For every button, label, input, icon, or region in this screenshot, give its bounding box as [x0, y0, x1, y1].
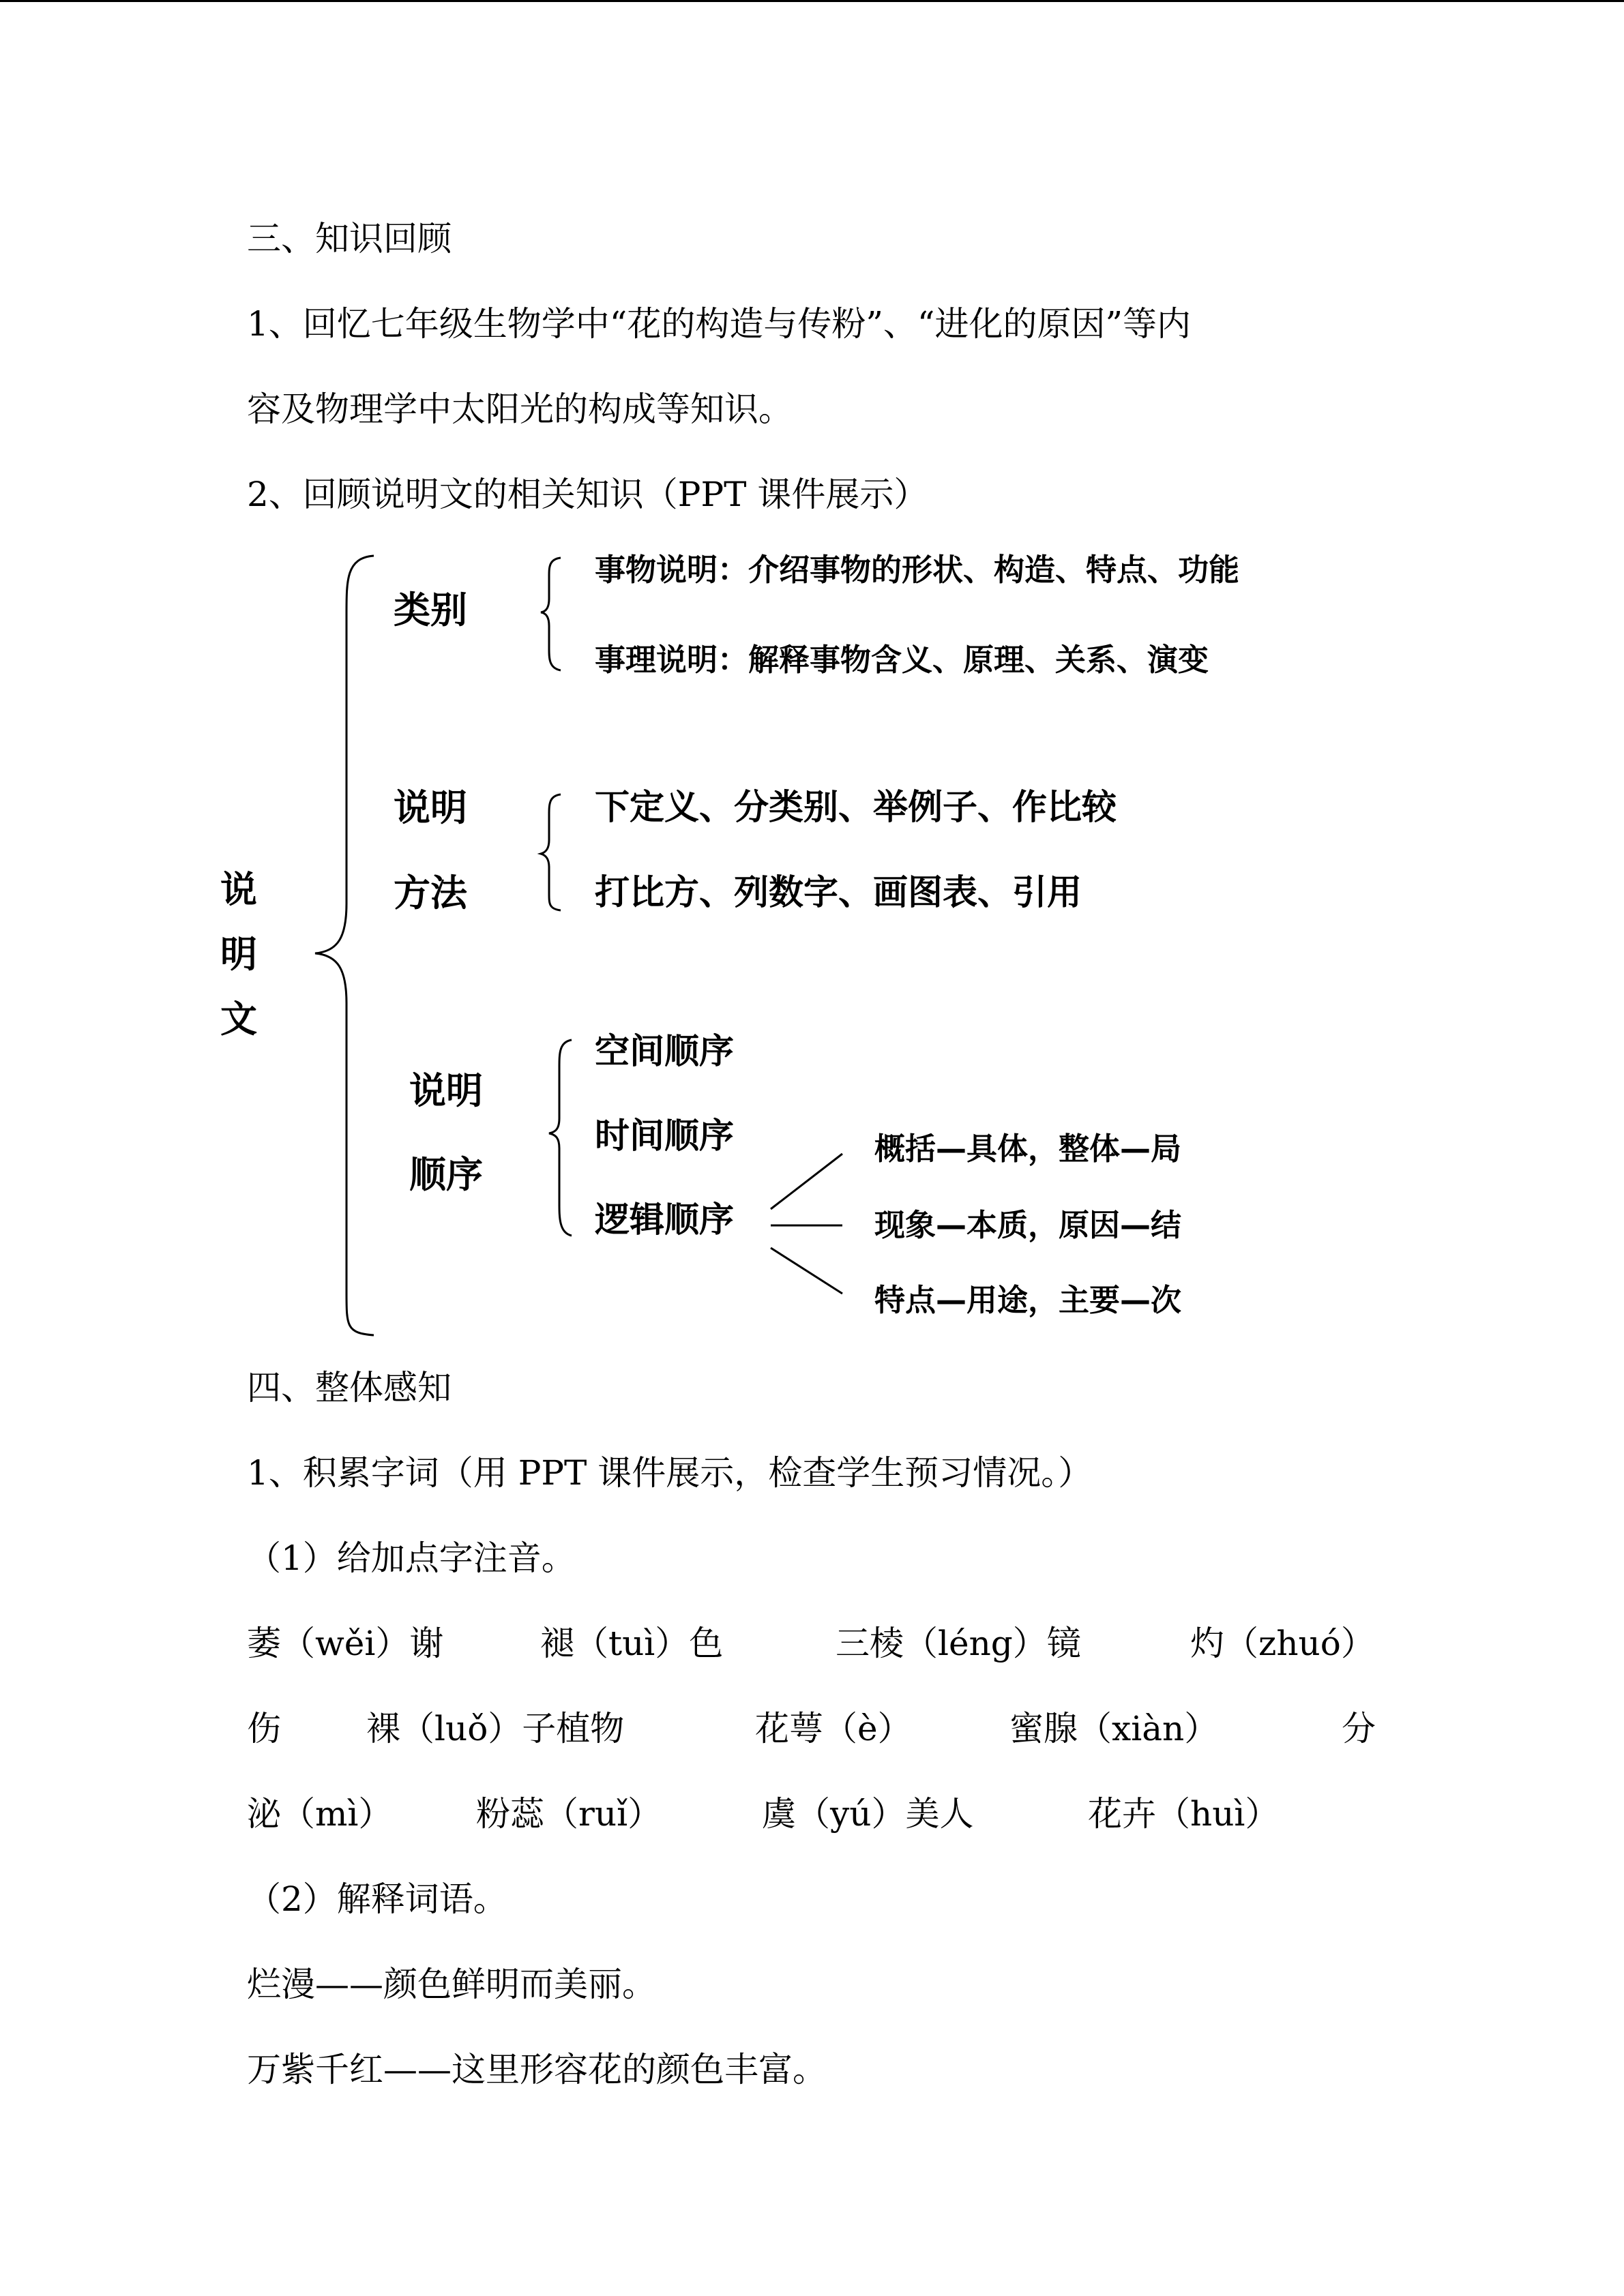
section-heading-review: 三、知识回顾	[247, 219, 452, 258]
pinyin-word: 裸（luǒ）子植物	[366, 1709, 625, 1748]
logic-line-upper	[771, 1154, 842, 1209]
vocab-task: （2）解释词语。	[247, 1879, 507, 1919]
section-heading-overview: 四、整体感知	[247, 1368, 452, 1407]
methods-item-2: 打比方、列数字、画图表、引用	[595, 873, 1082, 913]
pinyin-word: 粉蕊（ruǐ）	[476, 1794, 662, 1834]
logic-item-3: 特点—用途，主要—次	[874, 1282, 1182, 1318]
order-item-logic: 逻辑顺序	[595, 1200, 735, 1240]
methods-label-line-1: 说明	[394, 786, 467, 829]
logic-line-lower	[771, 1248, 842, 1294]
pinyin-word: 三棱（léng）镜	[836, 1624, 1081, 1663]
methods-item-1: 下定义、分类别、举例子、作比较	[595, 788, 1117, 828]
logic-item-2: 现象—本质，原因—结	[874, 1207, 1182, 1243]
pinyin-word: 花卉（huì）	[1088, 1794, 1280, 1834]
pinyin-word: 褪（tuì）色	[540, 1624, 724, 1663]
order-label-line-2: 顺序	[409, 1153, 483, 1196]
review-item-1-line-1: 1、回忆七年级生物学中“花的构造与传粉”、“进化的原因”等内	[247, 304, 1192, 344]
pinyin-task: （1）给加点字注音。	[247, 1538, 576, 1578]
category-item-principles: 事理说明：解释事物含义、原理、关系、演变	[595, 642, 1209, 678]
pinyin-word: 灼（zhuó）	[1190, 1624, 1375, 1663]
pinyin-word: 分	[1342, 1709, 1376, 1748]
category-brace	[541, 558, 561, 670]
review-item-1-line-2: 容及物理学中太阳光的构成等知识。	[247, 389, 793, 429]
methods-label-line-2: 方法	[394, 871, 467, 914]
methods-brace	[541, 794, 561, 910]
vocab-definition: 万紫千红——这里形容花的颜色丰富。	[247, 2050, 827, 2089]
order-label-line-1: 说明	[409, 1069, 483, 1112]
logic-item-1: 概括—具体，整体—局	[874, 1131, 1182, 1167]
vocab-definition: 烂漫——颜色鲜明而美丽。	[247, 1965, 656, 2004]
diagram-root-char-2: 明	[220, 933, 257, 976]
diagram-root-char-3: 文	[220, 998, 257, 1041]
order-brace	[549, 1040, 572, 1236]
pinyin-word: 萎（wěi）谢	[247, 1624, 444, 1663]
order-item-time: 时间顺序	[595, 1116, 735, 1157]
category-label: 类别	[394, 588, 467, 631]
diagram-root-char-1: 说	[220, 868, 257, 911]
overview-item-1: 1、积累字词（用 PPT 课件展示，检查学生预习情况。）	[247, 1453, 1093, 1493]
pinyin-word: 蜜腺（xiàn）	[1009, 1709, 1219, 1748]
pinyin-word: 泌（mì）	[247, 1794, 393, 1834]
pinyin-word: 花萼（è）	[755, 1709, 912, 1748]
main-brace	[315, 556, 374, 1335]
pinyin-word: 伤	[247, 1709, 281, 1748]
category-item-things: 事物说明：介绍事物的形状、构造、特点、功能	[595, 552, 1240, 588]
pinyin-word: 虞（yú）美人	[762, 1794, 974, 1834]
review-item-2: 2、回顾说明文的相关知识（PPT 课件展示）	[247, 475, 928, 514]
order-item-space: 空间顺序	[595, 1032, 735, 1072]
